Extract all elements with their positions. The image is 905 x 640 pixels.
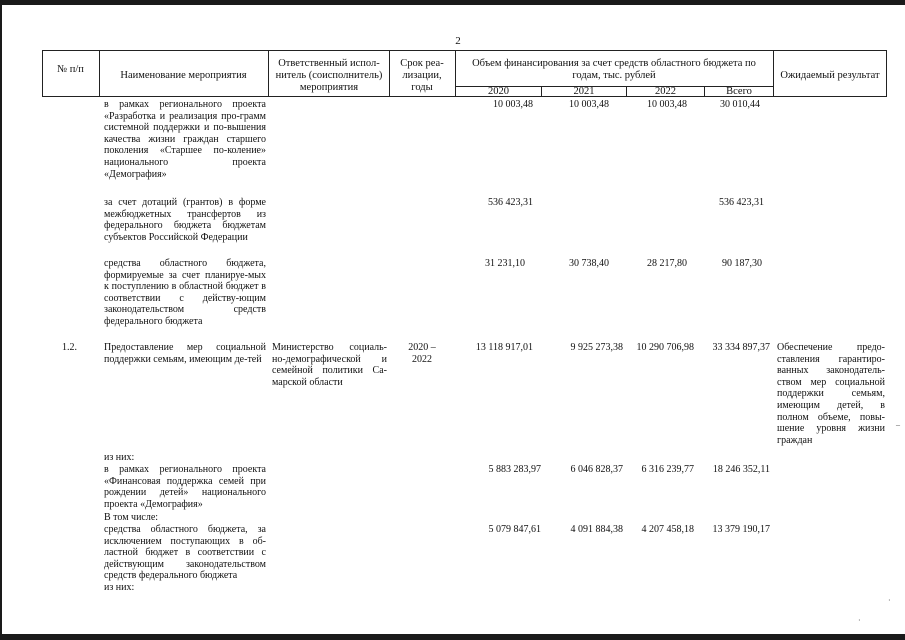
row-value-2020: 10 003,48 [493,99,533,110]
row-value-2022: 4 207 458,18 [641,524,694,535]
header-responsible: Ответственный испол-нитель (соисполнитель) мероприятия [275,58,383,93]
row-value-total: 13 379 190,17 [712,524,770,535]
header-name: Наименование мероприятия [120,70,247,81]
scan-speck: – [896,420,900,429]
header-year-total: Всего [726,86,752,97]
row-name: в рамках регионального проекта «Разработка и реализация про-грамм системной поддержки и по-вышения качества жизни граждан старшего поколения «Старшее по-коление» национального проекта «Демография» [104,99,266,180]
row-name: за счет дотаций (грантов) в форме межбюджетных трансфертов из федерального бюджета бюджетам субъектов Российской Федерации [104,197,266,243]
col-border-2 [268,50,269,97]
row-value-2021: 6 046 828,37 [570,464,623,475]
col-border-3 [389,50,390,97]
col-border-0 [42,50,43,97]
header-period: Срок реа-лизации, годы [400,58,444,93]
row-number: 1.2. [62,342,77,353]
scan-speck: · [888,596,891,605]
row-period: 2020 – 2022 [408,342,436,365]
scan-border-bottom [0,634,905,640]
row-value-2021: 9 925 273,38 [570,342,623,353]
row-name-suffix: из них: [104,582,135,593]
scan-border-left [0,0,2,640]
row-value-2020: 536 423,31 [488,197,533,208]
row-value-2020: 31 231,10 [485,258,525,269]
row-value-2020: 5 883 283,97 [488,464,541,475]
header-no: № п/п [57,64,84,75]
row-value-2021: 10 003,48 [569,99,609,110]
col-border-5 [773,50,774,97]
row-name: средства областного бюджета, формируемые за счет планируе-мых к поступлению в областной бюджет в соответствии с действу-ющим законодательством средств федерального бюджета [104,258,266,327]
row-name: средства областного бюджета, за исключением поступающих в об-ластной бюджет в соответствии с действующим законодательством средств федерального бюджета [104,524,266,582]
header-result: Ожидаемый результат [780,70,880,81]
row-value-2022: 6 316 239,77 [641,464,694,475]
row-expected-result: Обеспечение предо-ставления гарантиро-ванных законодатель-ством мер социальной поддержки семьям, имеющим детей, в полном объеме, повы-шение уровня жизни граждан [777,342,885,446]
row-value-total: 536 423,31 [719,197,764,208]
row-value-2022: 28 217,80 [647,258,687,269]
row-value-total: 33 334 897,37 [712,342,770,353]
row-value-2022: 10 290 706,98 [636,342,694,353]
scan-border-top [0,0,905,5]
page-number: 2 [455,35,461,47]
row-value-2020: 5 079 847,61 [488,524,541,535]
row-value-total: 18 246 352,11 [712,464,770,475]
col-border-1 [99,50,100,97]
row-value-2021: 30 738,40 [569,258,609,269]
header-year-2021: 2021 [573,86,595,97]
row-value-2022: 10 003,48 [647,99,687,110]
row-name: Предоставление мер социальной поддержки семьям, имеющим де-тей [104,342,266,365]
table-top-border [42,50,886,51]
header-financing: Объем финансирования за счет средств областного бюджета по годам, тыс. рублей [472,58,756,81]
row-value-2020: 13 118 917,01 [475,342,533,353]
row-value-total: 90 187,30 [722,258,762,269]
header-year-2022: 2022 [655,86,676,97]
row-name-prefix: из них: [104,452,135,463]
header-year-2020: 2020 [488,86,509,97]
row-value-2021: 4 091 884,38 [570,524,623,535]
row-name-suffix: В том числе: [104,512,159,523]
row-name: в рамках регионального проекта «Финансовая поддержка семей при рождении детей» национального проекта «Демография» [104,464,266,510]
scan-speck: · [858,616,861,625]
col-border-6 [886,50,887,97]
row-responsible: Министерство социаль-но-демографической и семейной политики Са-марской области [272,342,387,388]
row-value-total: 30 010,44 [720,99,760,110]
